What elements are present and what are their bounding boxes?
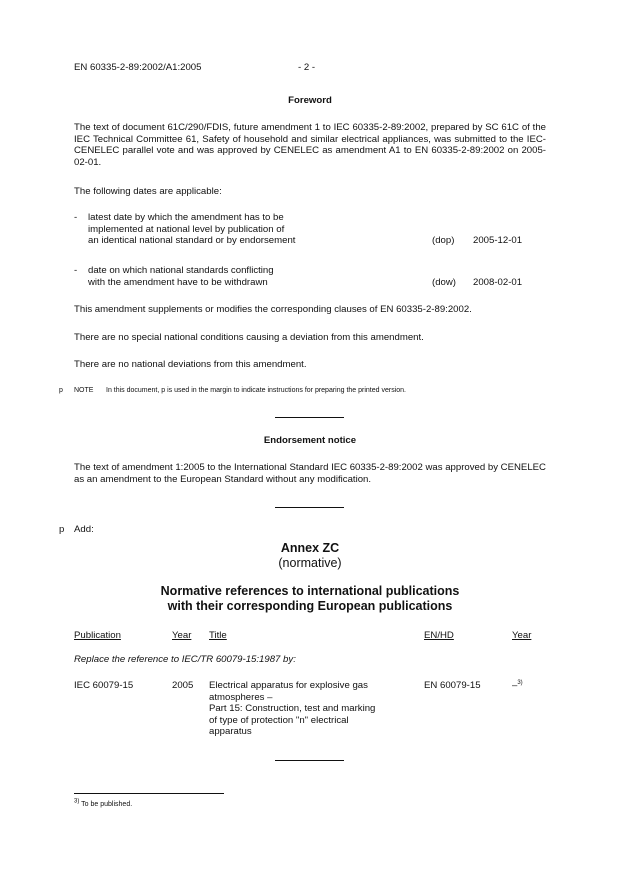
amendment-scope-text: This amendment supplements or modifies the corresponding clauses of EN 60335-2-89:2002.: [74, 304, 472, 315]
footnote-reference: 3): [517, 679, 523, 686]
page-number: - 2 -: [298, 62, 316, 73]
row-title-line: Part 15: Construction, test and marking: [209, 703, 376, 715]
column-header-title: Title: [209, 630, 227, 641]
footnote-text: To be published.: [81, 801, 133, 808]
endorsement-title: Endorsement notice: [263, 435, 357, 446]
column-header-publication: Publication: [74, 630, 121, 641]
date-value-dow: 2008-02-01: [473, 277, 523, 288]
row-en-year: [512, 680, 523, 692]
row-title-line: Electrical apparatus for explosive gas: [209, 680, 368, 691]
row-year: 2005: [172, 680, 194, 691]
margin-marker: p: [59, 387, 63, 394]
date-item-line: date on which national standards conflicting: [88, 265, 274, 276]
national-deviations-text: There are no national deviations from this amendment.: [74, 359, 307, 370]
footnote-separator: [74, 793, 224, 794]
annex-subtitle: (normative): [278, 556, 342, 570]
row-en-year-value: –: [512, 680, 518, 691]
date-item-line: an identical national standard or by endorsement: [88, 235, 296, 247]
date-item-line: implemented at national level by publication of: [88, 223, 285, 235]
column-header-year: Year: [172, 630, 192, 641]
annex-heading-line: Normative references to international publications: [160, 584, 460, 598]
column-header-en-year: Year: [512, 630, 532, 641]
date-item-line: latest date by which the amendment has to be: [88, 212, 284, 223]
dates-intro: The following dates are applicable:: [74, 186, 222, 197]
list-dash: -: [74, 265, 78, 276]
date-item-dow: [88, 265, 274, 288]
section-divider: [275, 760, 344, 761]
list-dash: -: [74, 212, 78, 223]
margin-marker: p: [59, 524, 65, 535]
annex-heading: [74, 584, 546, 614]
annex-heading-line: with their corresponding European publications: [167, 599, 453, 613]
note-text: In this document, p is used in the margin to indicate instructions for preparing the printed version.: [106, 387, 406, 394]
footnote-marker: 3): [74, 798, 80, 805]
date-item-dop: [88, 212, 295, 247]
note-label: NOTE: [74, 387, 94, 394]
row-title-line: atmospheres –: [209, 691, 273, 703]
date-value-dop: 2005-12-01: [473, 235, 523, 246]
endorsement-text: The text of amendment 1:2005 to the International Standard IEC 60335-2-89:2002 was approved by CENELEC as an amendment to the European Standard without any modification.: [74, 462, 546, 485]
footnote: [74, 798, 133, 808]
section-divider: [275, 417, 344, 418]
date-code-dow: (dow): [432, 277, 456, 288]
foreword-paragraph: The text of document 61C/290/FDIS, future amendment 1 to IEC 60335-2-89:2002, prepared by SC 61C of the IEC Technical Committee 61, Safety of household and similar electrical appliances, was submitted to the IEC-CENELEC parallel vote and was approved by CENELEC as amendment A1 to EN 60335-2-89:2002 on 2005-02-01.: [74, 122, 546, 168]
document-id: EN 60335-2-89:2002/A1:2005: [74, 62, 202, 73]
add-label: Add:: [74, 524, 94, 535]
foreword-title: Foreword: [288, 95, 332, 106]
column-header-en-hd: EN/HD: [424, 630, 454, 641]
annex-title: Annex ZC: [280, 541, 340, 555]
row-en-hd: EN 60079-15: [424, 680, 481, 691]
replace-instruction: Replace the reference to IEC/TR 60079-15:1987 by:: [74, 654, 296, 665]
date-code-dop: (dop): [432, 235, 455, 246]
row-publication: IEC 60079-15: [74, 680, 134, 691]
row-title-line: of type of protection "n" electrical: [209, 714, 349, 726]
row-title: [209, 680, 409, 738]
section-divider: [275, 507, 344, 508]
row-title-line: apparatus: [209, 726, 252, 738]
special-conditions-text: There are no special national conditions causing a deviation from this amendment.: [74, 332, 424, 343]
date-item-line: with the amendment have to be withdrawn: [88, 276, 268, 288]
